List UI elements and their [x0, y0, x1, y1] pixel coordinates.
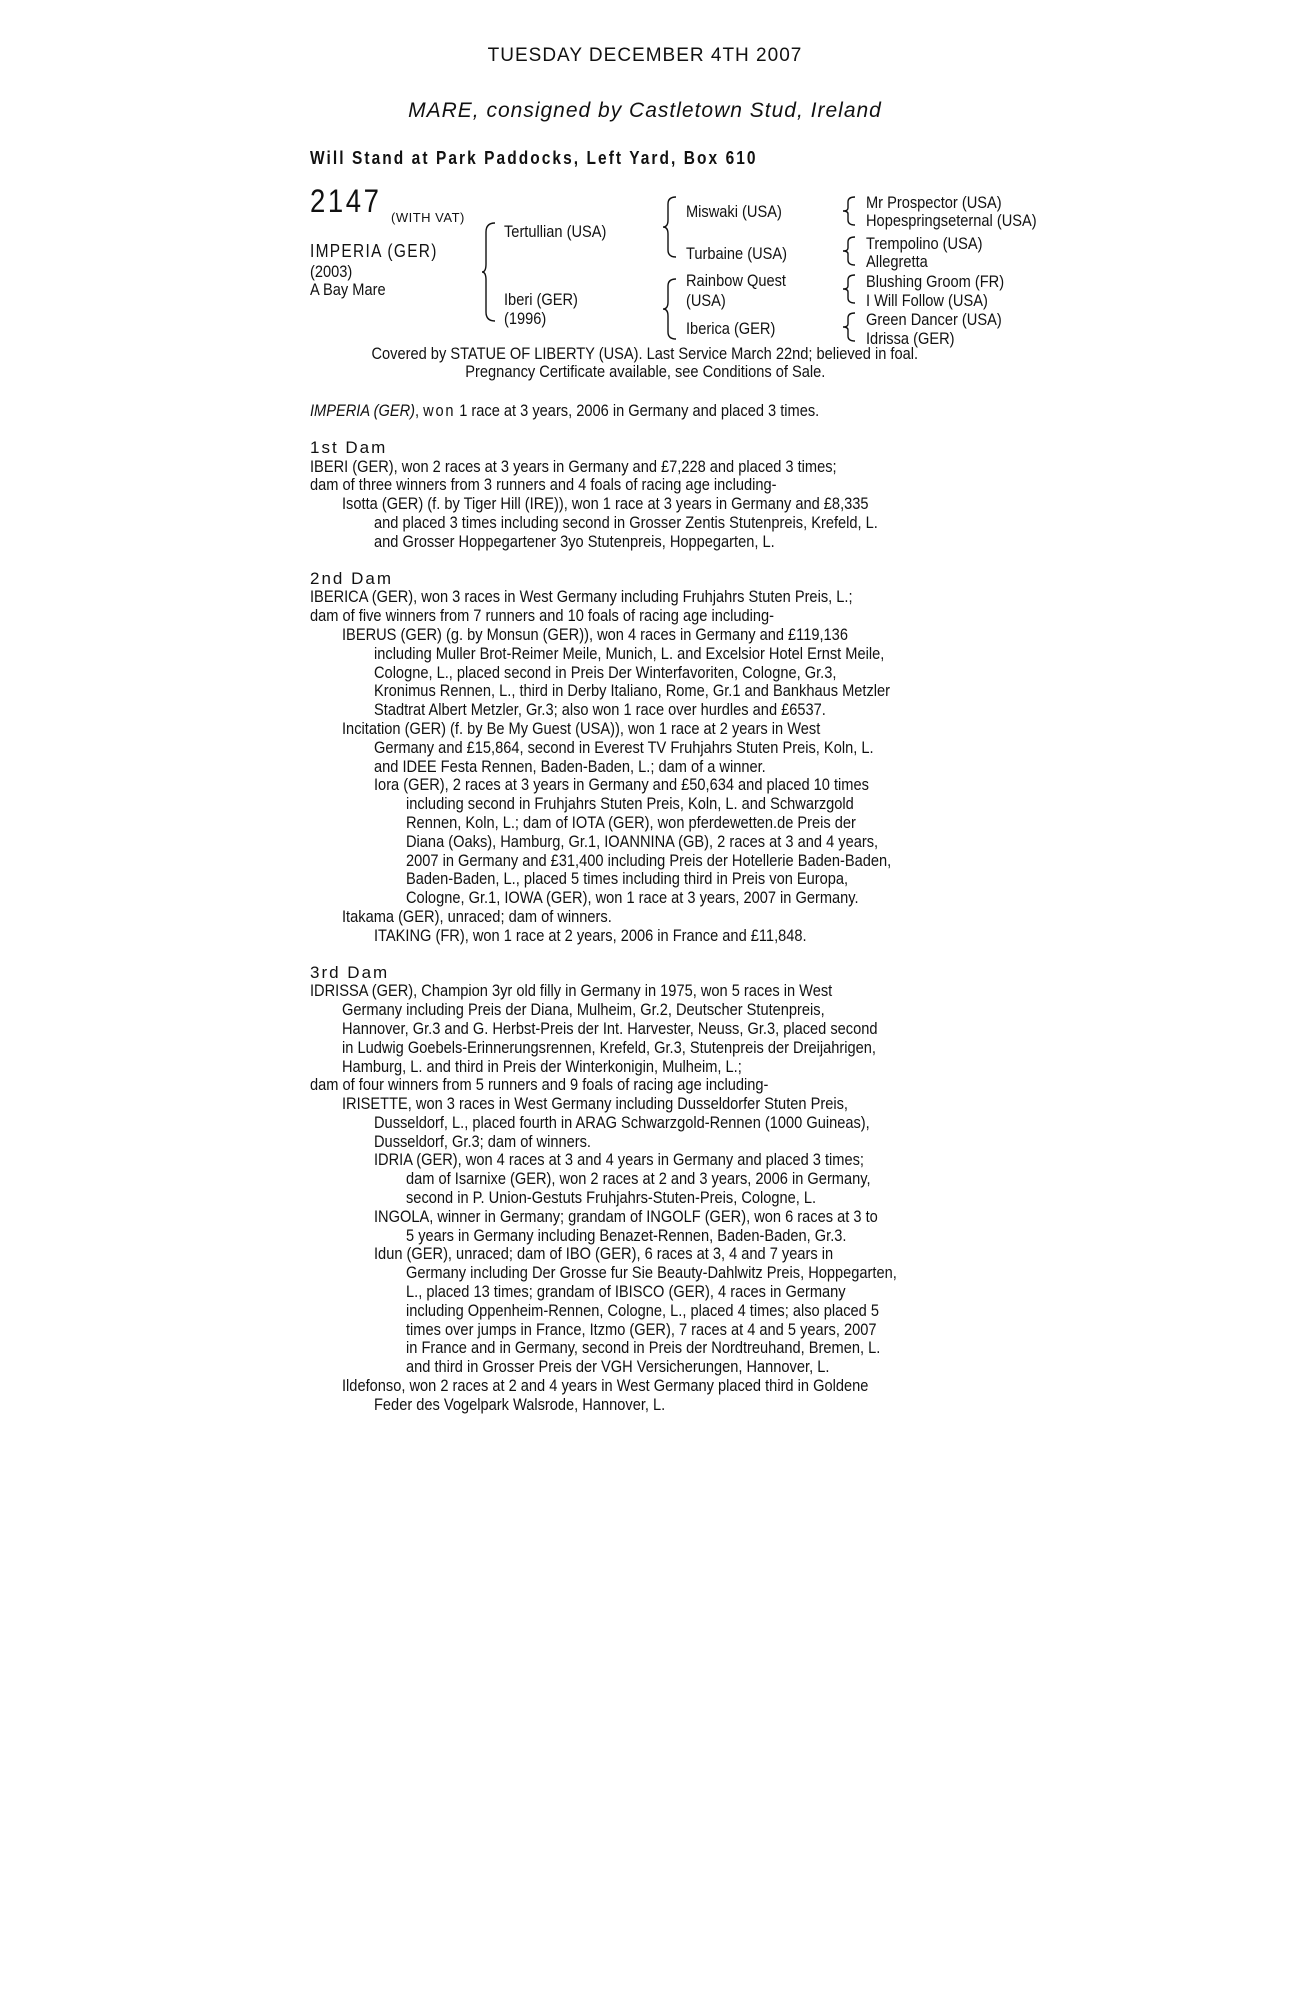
dam2-line: IBERICA (GER), won 3 races in West Germany including Fruhjahrs Stuten Preis, L.; — [310, 587, 853, 607]
pedigree-sire-sire: Miswaki (USA) — [686, 202, 782, 221]
horse-name: IMPERIA (GER) — [310, 241, 438, 261]
dam2-line: Itakama (GER), unraced; dam of winners. — [342, 906, 612, 926]
dam3-line: Germany including Der Grosse fur Sie Beauty-Dahlwitz Preis, Hoppegarten, — [406, 1263, 897, 1283]
dam2-line: Germany and £15,864, second in Everest TV Fruhjahrs Stuten Preis, Koln, L. — [374, 737, 874, 757]
dam2-line: dam of five winners from 7 runners and 10 foals of racing age including- — [310, 606, 775, 626]
dam2-line: 2007 in Germany and £31,400 including Preis der Hotellerie Baden-Baden, — [406, 850, 892, 870]
dam3-line: times over jumps in France, Itzmo (GER), 7 races at 4 and 5 years, 2007 — [406, 1319, 877, 1339]
covered-note — [0, 345, 1290, 381]
dam2-line: IBERUS (GER) (g. by Monsun (GER)), won 4 races in Germany and £119,136 — [342, 624, 848, 644]
dam1-line: and placed 3 times including second in Grosser Zentis Stutenpreis, Krefeld, L. — [374, 512, 878, 532]
dam2-line: Kronimus Rennen, L., third in Derby Italiano, Rome, Gr.1 and Bankhaus Metzler — [374, 681, 891, 701]
pedigree-sire-dam: Turbaine (USA) — [686, 244, 788, 263]
dam3-line: IRISETTE, won 3 races in West Germany including Dusseldorfer Stuten Preis, — [342, 1094, 848, 1114]
pedigree-brace-dam — [663, 278, 679, 340]
dam3-line: 5 years in Germany including Benazet-Rennen, Baden-Baden, Gr.3. — [406, 1225, 847, 1245]
horse-year: (2003) — [310, 262, 353, 281]
dam3-line: Hamburg, L. and third in Preis der Winterkonigin, Mulheim, L.; — [342, 1056, 742, 1076]
dam3-line: Ildefonso, won 2 races at 2 and 4 years in West Germany placed third in Goldene — [342, 1376, 869, 1396]
dam2-line: Stadtrat Albert Metzler, Gr.3; also won 1 race over hurdles and £6537. — [374, 700, 826, 720]
pedigree-brace-g2 — [843, 236, 857, 266]
dam2-line: including Muller Brot-Reimer Meile, Munich, L. and Excelsior Hotel Ernst Meile, — [374, 643, 885, 663]
dam2-line: Iora (GER), 2 races at 3 years in Germany and £50,634 and placed 10 times — [374, 775, 869, 795]
consignor-line: MARE, consigned by Castletown Stud, Ireland — [408, 99, 882, 122]
page-date-header: TUESDAY DECEMBER 4TH 2007 — [487, 45, 803, 66]
pedigree-brace-g1 — [843, 196, 857, 226]
dam3-line: IDRISSA (GER), Champion 3yr old filly in Germany in 1975, won 5 races in West — [310, 981, 833, 1001]
dam2-line: including second in Fruhjahrs Stuten Preis, Koln, L. and Schwarzgold — [406, 794, 854, 814]
dam3-line: and third in Grosser Preis der VGH Versicherungen, Hannover, L. — [406, 1357, 830, 1377]
pedigree-dam-sire: Rainbow Quest — [686, 271, 786, 290]
dam3-heading: 3rd Dam — [310, 962, 390, 982]
dam3-line: Idun (GER), unraced; dam of IBO (GER), 6 races at 3, 4 and 7 years in — [374, 1244, 834, 1264]
covered-line: Pregnancy Certificate available, see Conditions of Sale. — [464, 362, 826, 381]
pedigree-brace-g4 — [843, 312, 857, 342]
dam3-line: Dusseldorf, L., placed fourth in ARAG Schwarzgold-Rennen (1000 Guineas), — [374, 1112, 870, 1132]
dam3-line: INGOLA, winner in Germany; grandam of INGOLF (GER), won 6 races at 3 to — [374, 1206, 878, 1226]
pedigree-g2a: Trempolino (USA) — [866, 234, 983, 253]
dam2-line: Incitation (GER) (f. by Be My Guest (USA)), won 1 race at 2 years in West — [342, 718, 821, 738]
pedigree-g4a: Green Dancer (USA) — [866, 310, 1002, 329]
dam3-line: dam of Isarnixe (GER), won 2 races at 2 and 3 years, 2006 in Germany, — [406, 1169, 871, 1189]
intro-line: IMPERIA (GER), won 1 race at 3 years, 2006 in Germany and placed 3 times. — [310, 401, 820, 420]
pedigree-dam-sire-origin: (USA) — [686, 291, 726, 310]
dam2-line: Cologne, L., placed second in Preis Der Winterfavoriten, Cologne, Gr.3, — [374, 662, 837, 682]
dam2-line: and IDEE Festa Rennen, Baden-Baden, L.; dam of a winner. — [374, 756, 766, 776]
horse-description: A Bay Mare — [310, 280, 386, 299]
dam2-line: Diana (Oaks), Hamburg, Gr.1, IOANNINA (GB), 2 races at 3 and 4 years, — [406, 831, 879, 851]
pedigree-dam-dam: Iberica (GER) — [686, 319, 776, 338]
dam3-line: including Oppenheim-Rennen, Cologne, L., placed 4 times; also placed 5 — [406, 1300, 880, 1320]
covered-line: Covered by STATUE OF LIBERTY (USA). Last Service March 22nd; believed in foal. — [371, 344, 919, 363]
dam1-line: Isotta (GER) (f. by Tiger Hill (IRE)), won 1 race at 3 years in Germany and £8,335 — [342, 494, 869, 514]
dam2-line: ITAKING (FR), won 1 race at 2 years, 2006 in France and £11,848. — [374, 925, 807, 945]
dam2-line: Rennen, Koln, L.; dam of IOTA (GER), won pferdewetten.de Preis der — [406, 812, 856, 832]
dam2-line: Cologne, Gr.1, IOWA (GER), won 1 race at 3 years, 2007 in Germany. — [406, 888, 859, 908]
dam3-line: IDRIA (GER), won 4 races at 3 and 4 years in Germany and placed 3 times; — [374, 1150, 864, 1170]
pedigree-sire: Tertullian (USA) — [504, 222, 607, 241]
dam1-line: dam of three winners from 3 runners and 4 foals of racing age including- — [310, 475, 777, 495]
dam3-line: Germany including Preis der Diana, Mulheim, Gr.2, Deutscher Stutenpreis, — [342, 1000, 825, 1020]
pedigree-g3b: I Will Follow (USA) — [866, 291, 988, 310]
vat-note: (WITH VAT) — [391, 210, 465, 225]
location-line: Will Stand at Park Paddocks, Left Yard, Box 610 — [310, 148, 758, 168]
dam2-line: Baden-Baden, L., placed 5 times including third in Preis von Europa, — [406, 869, 849, 889]
pedigree-dam: Iberi (GER) — [504, 290, 578, 309]
dam1-heading: 1st Dam — [310, 437, 388, 457]
pedigree-g4b: Idrissa (GER) — [866, 329, 955, 348]
pedigree-brace-sire — [663, 196, 679, 258]
dam3-line: dam of four winners from 5 runners and 9 foals of racing age including- — [310, 1075, 769, 1095]
dam3-line: Dusseldorf, Gr.3; dam of winners. — [374, 1131, 591, 1151]
dam3-line: second in P. Union-Gestuts Fruhjahrs-Stuten-Preis, Cologne, L. — [406, 1188, 817, 1208]
dam3-line: in Ludwig Goebels-Erinnerungsrennen, Krefeld, Gr.3, Stutenpreis der Dreijahrigen, — [342, 1037, 876, 1057]
pedigree-g1b: Hopespringseternal (USA) — [866, 211, 1037, 230]
catalogue-body — [310, 402, 990, 1415]
dam1-line: and Grosser Hoppegartener 3yo Stutenpreis, Hoppegarten, L. — [374, 531, 775, 551]
pedigree-g1a: Mr Prospector (USA) — [866, 193, 1002, 212]
dam3-line: Feder des Vogelpark Walsrode, Hannover, L. — [374, 1394, 666, 1414]
pedigree-g3a: Blushing Groom (FR) — [866, 272, 1005, 291]
lot-number: 2147 — [310, 183, 382, 219]
dam3-line: Hannover, Gr.3 and G. Herbst-Preis der Int. Harvester, Neuss, Gr.3, placed second — [342, 1018, 878, 1038]
dam1-line: IBERI (GER), won 2 races at 3 years in Germany and £7,228 and placed 3 times; — [310, 456, 837, 476]
pedigree-brace-main — [482, 222, 498, 322]
dam3-line: in France and in Germany, second in Preis der Nordtreuhand, Bremen, L. — [406, 1338, 881, 1358]
pedigree-dam-year: (1996) — [504, 309, 547, 328]
dam3-line: L., placed 13 times; grandam of IBISCO (GER), 4 races in Germany — [406, 1282, 846, 1302]
pedigree-brace-g3 — [843, 274, 857, 304]
dam2-heading: 2nd Dam — [310, 568, 393, 588]
pedigree-g2b: Allegretta — [866, 252, 928, 271]
